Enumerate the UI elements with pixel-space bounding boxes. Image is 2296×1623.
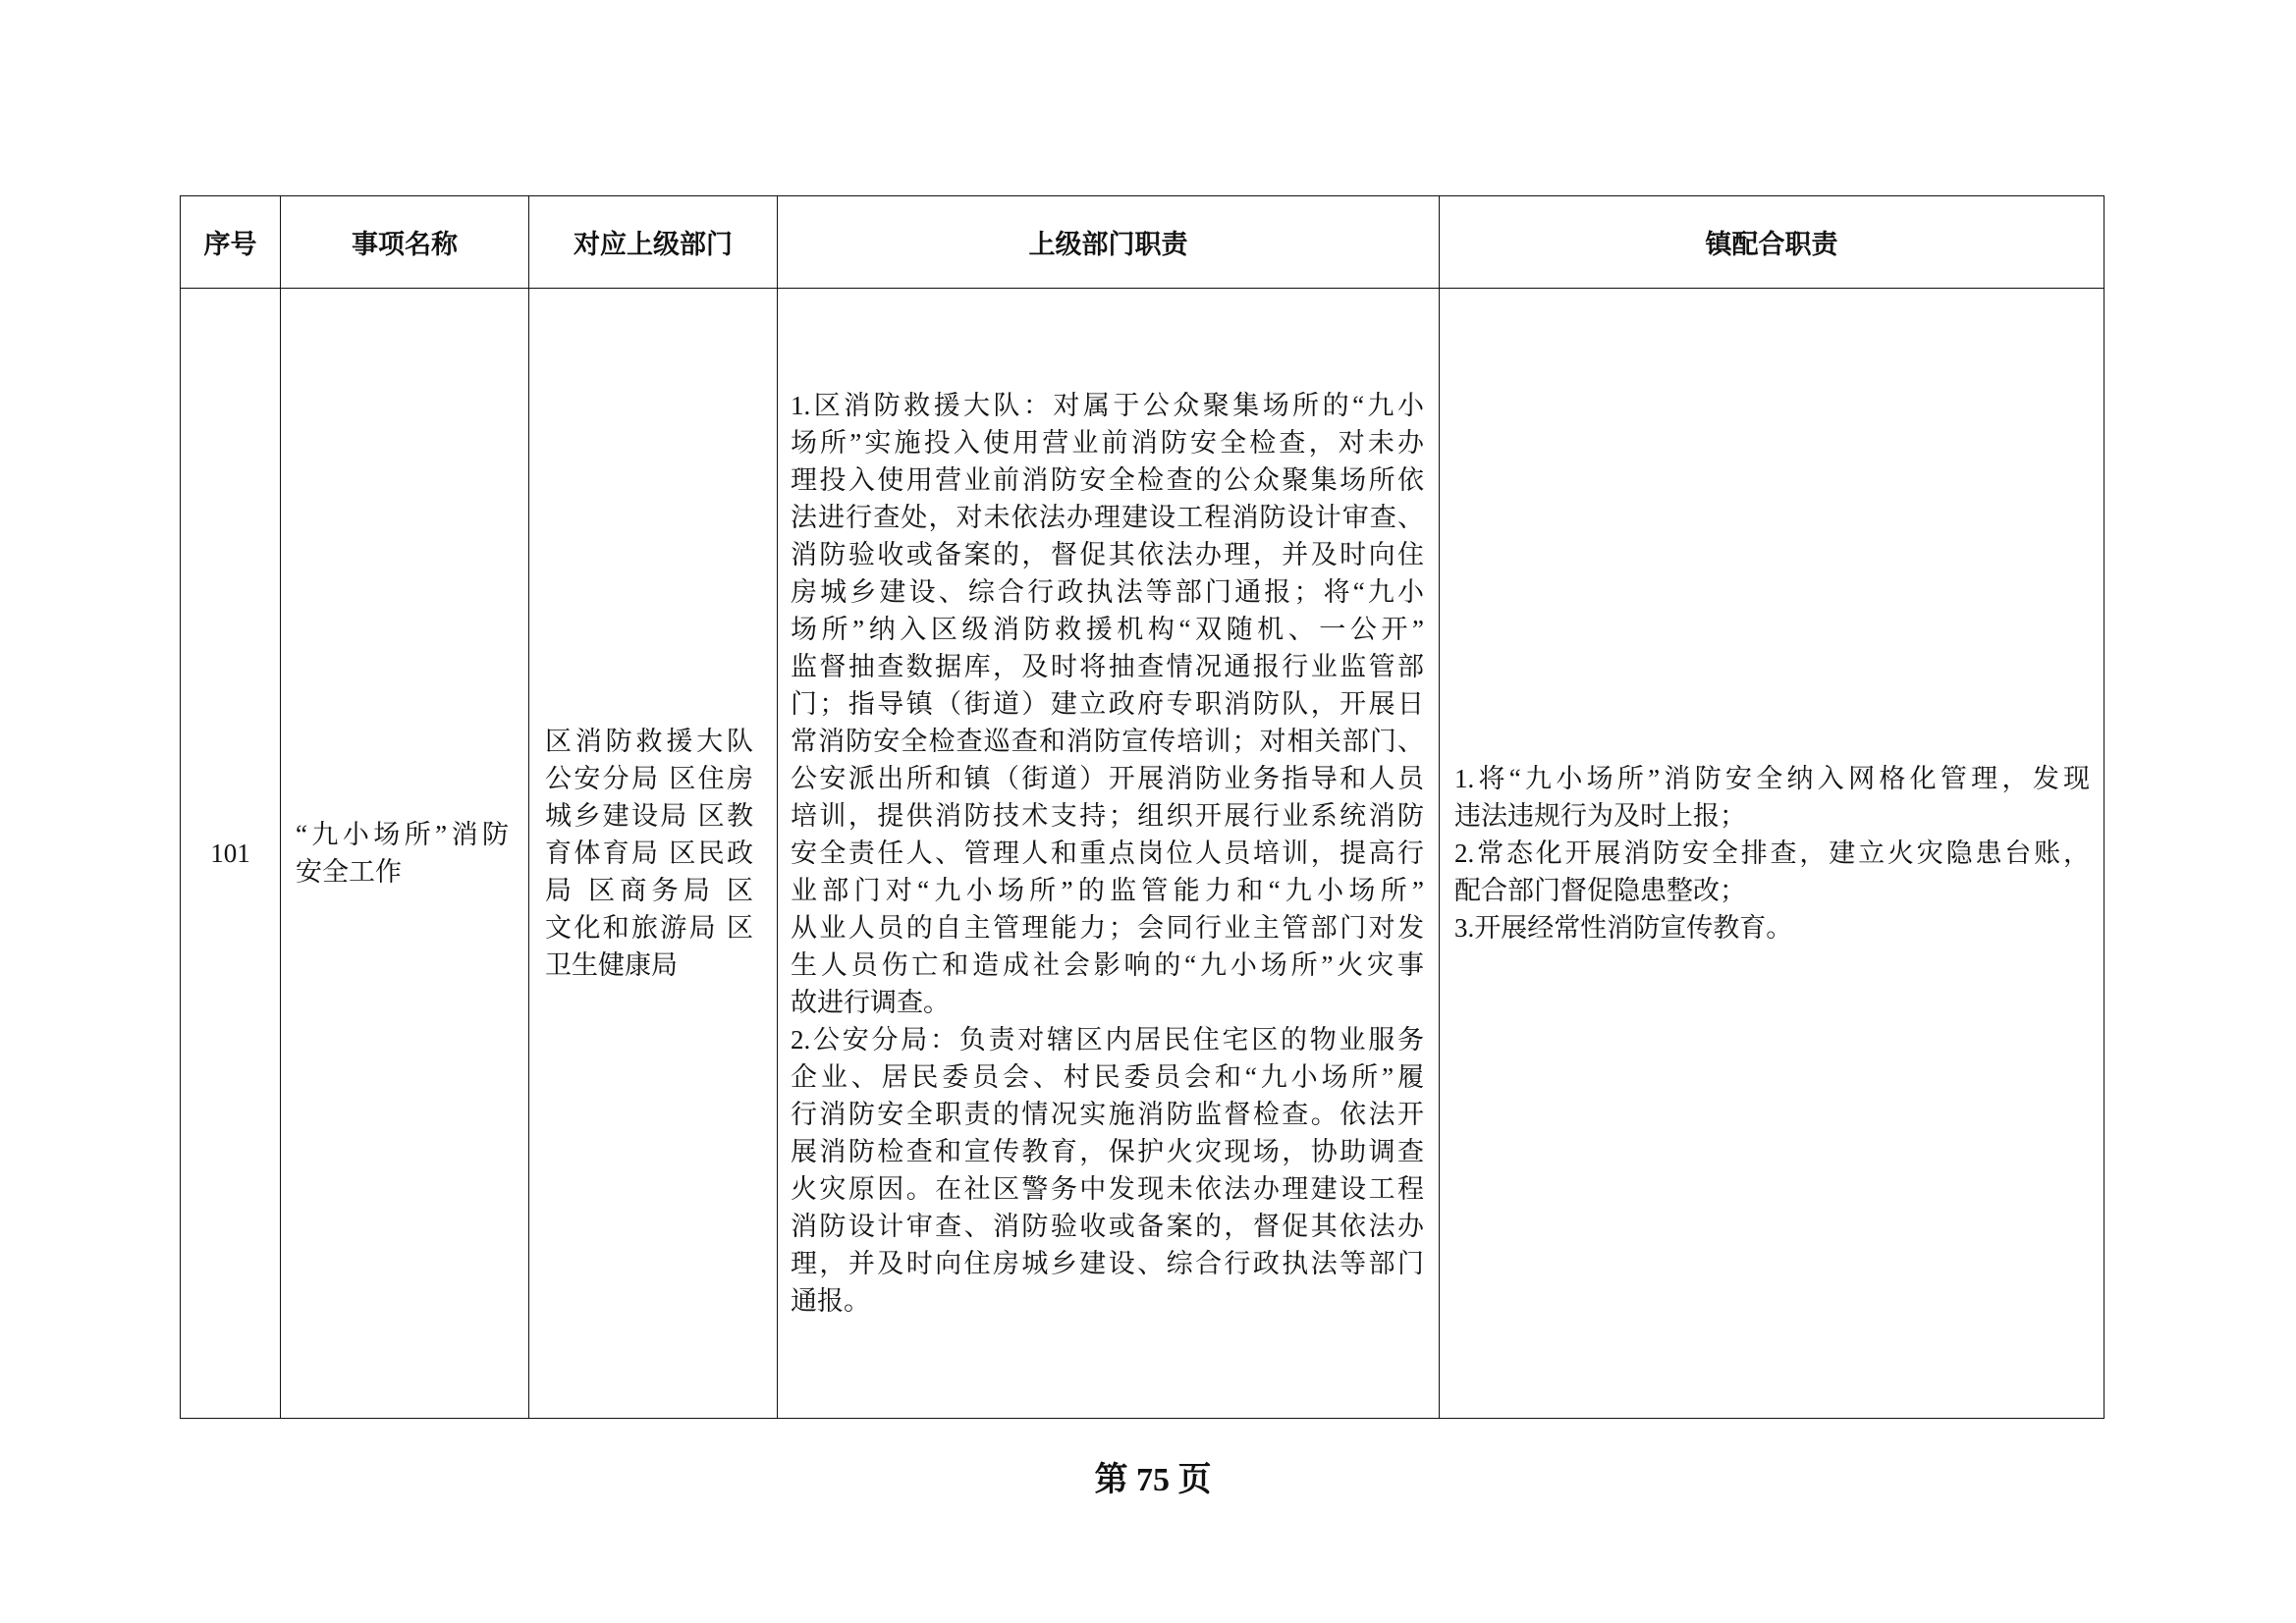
department-line: 区消防救援大队 [545, 727, 753, 756]
index-cell [181, 289, 281, 1419]
item-name-line: “九小场所”消防 [296, 820, 509, 849]
superior-duty-line: 房城乡建设、综合行政执法等部门通报；将“九小 [791, 577, 1424, 607]
department-cell [529, 289, 778, 1419]
responsibility-table-wrapper [180, 195, 2105, 1419]
superior-duty-line: 展消防检查和宣传教育，保护火灾现场，协助调查 [791, 1137, 1424, 1166]
header-item-name: 事项名称 [281, 196, 529, 289]
superior-duty-line: 法进行查处，对未依法办理建设工程消防设计审查、 [791, 503, 1424, 532]
header-superior-duties: 上级部门职责 [778, 196, 1440, 289]
responsibility-table [180, 195, 2105, 1419]
header-town-duties: 镇配合职责 [1440, 196, 2105, 289]
superior-duties-text [791, 387, 1424, 1320]
superior-duty-line: 门；指导镇（街道）建立政府专职消防队，开展日 [791, 689, 1424, 719]
superior-duties-cell [778, 289, 1440, 1419]
superior-duty-line: 2.公安分局：负责对辖区内居民住宅区的物业服务 [791, 1025, 1424, 1055]
superior-duty-line: 行消防安全职责的情况实施消防监督检查。依法开 [791, 1100, 1424, 1129]
superior-duty-line: 场所”实施投入使用营业前消防安全检查，对未办 [791, 428, 1424, 458]
item-name-cell [281, 289, 529, 1419]
page-number: 第 75 页 [1094, 1462, 1212, 1498]
superior-duty-line: 公安派出所和镇（街道）开展消防业务指导和人员 [791, 764, 1424, 793]
superior-duty-line: 监督抽查数据库，及时将抽查情况通报行业监管部 [791, 652, 1424, 681]
town-duties-text [1454, 760, 2090, 947]
superior-duty-line: 火灾原因。在社区警务中发现未依法办理建设工程 [791, 1174, 1424, 1204]
town-duties-cell [1440, 289, 2105, 1419]
superior-duty-line: 1.区消防救援大队：对属于公众聚集场所的“九小 [791, 391, 1424, 420]
superior-duty-line: 培训，提供消防技术支持；组织开展行业系统消防 [791, 801, 1424, 831]
town-duty-line: 配合部门督促隐患整改； [1454, 876, 1746, 905]
department-line: 城乡建设局 区教 [545, 801, 753, 831]
department-line: 公安分局 区住房 [545, 764, 753, 793]
item-name-text [296, 816, 509, 891]
department-line: 卫生健康局 [545, 950, 678, 980]
superior-duty-line: 业部门对“九小场所”的监管能力和“九小场所” [791, 876, 1424, 905]
superior-duty-line: 理，并及时向住房城乡建设、综合行政执法等部门 [791, 1249, 1424, 1278]
header-department: 对应上级部门 [529, 196, 778, 289]
department-line: 育体育局 区民政 [545, 839, 753, 868]
superior-duty-line: 企业、居民委员会、村民委员会和“九小场所”履 [791, 1062, 1424, 1092]
town-duty-line: 3.开展经常性消防宣传教育。 [1454, 913, 1793, 943]
superior-duty-line: 生人员伤亡和造成社会影响的“九小场所”火灾事 [791, 950, 1424, 980]
superior-duty-line: 消防验收或备案的，督促其依法办理，并及时向住 [791, 540, 1424, 569]
item-name-line: 安全工作 [296, 857, 402, 887]
header-index: 序号 [181, 196, 281, 289]
department-text [545, 723, 753, 984]
town-duty-line: 2.常态化开展消防安全排查，建立火灾隐患台账， [1454, 839, 2090, 868]
table-header-row [181, 196, 2105, 289]
superior-duty-line: 理投入使用营业前消防安全检查的公众聚集场所依 [791, 465, 1424, 495]
town-duty-line: 1.将“九小场所”消防安全纳入网格化管理，发现 [1454, 764, 2090, 793]
superior-duty-line: 通报。 [791, 1286, 870, 1316]
row-index: 101 [210, 838, 250, 868]
superior-duty-line: 故进行调查。 [791, 988, 950, 1017]
superior-duty-line: 从业人员的自主管理能力；会同行业主管部门对发 [791, 913, 1424, 943]
department-line: 文化和旅游局 区 [545, 913, 753, 943]
superior-duty-line: 消防设计审查、消防验收或备案的，督促其依法办 [791, 1212, 1424, 1241]
superior-duty-line: 安全责任人、管理人和重点岗位人员培训，提高行 [791, 839, 1424, 868]
department-line: 局 区商务局 区 [545, 876, 753, 905]
town-duty-line: 违法违规行为及时上报； [1454, 801, 1746, 831]
superior-duty-line: 常消防安全检查巡查和消防宣传培训；对相关部门、 [791, 727, 1424, 756]
superior-duty-line: 场所”纳入区级消防救援机构“双随机、一公开” [791, 615, 1424, 644]
table-row [181, 289, 2105, 1419]
